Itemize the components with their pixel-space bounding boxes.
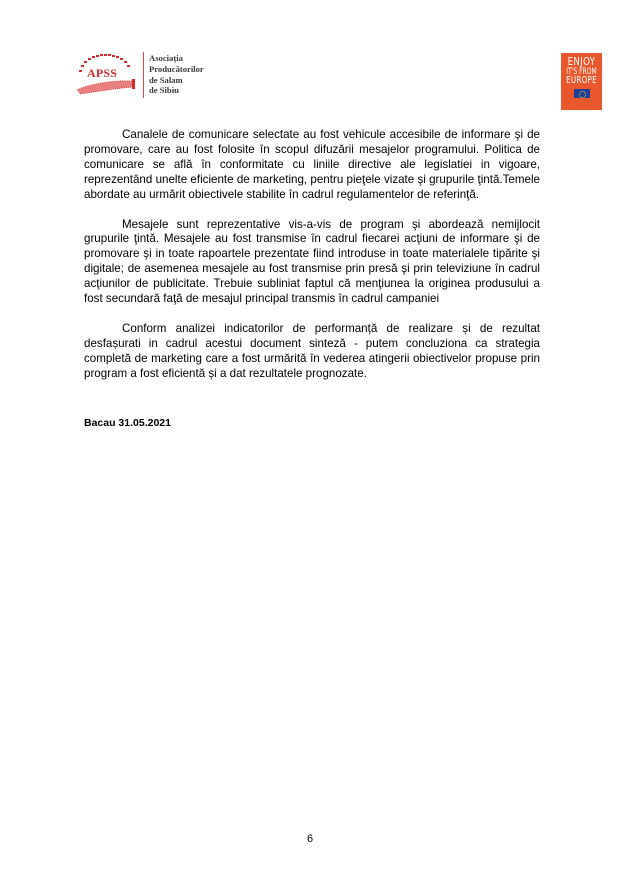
paragraph-messages: Mesajele sunt reprezentative vis-a-vis de program şi abordează nemijlocit grupurile ţintă. Mesajele au fost transmise în cadrul fiecarei acţiuni de informare şi de promovare şi in toate rapoartele prezentate fiind introduse in toate materialele tipărite şi digitale; de asemenea mesajele au fost transmise prin presă şi prin televiziune în cadrul acţiunilor de publicitate. Trebuie subliniat faptul că menţiunea la originea produsului a fost secundară faţă de mesajul principal transmis în cadrul campaniei [84,217,540,306]
logo-line-enjoy: ENJOY [567,55,596,68]
org-name-line: de Sibiu [149,85,179,96]
org-name-line: Producătorilor [149,63,204,74]
org-name-line: Asociația [149,53,183,63]
logo-line-its-from: IT'S FROM [566,66,597,76]
page-number: 6 [306,833,314,845]
apss-mark-text: APSS [87,66,118,80]
paragraph-conclusion: Conform analizei indicatorilor de performanță de realizare și de rezultat desfașurati in cadrul acestui document sinteză - putem concluziona ca strategia completă de marketing care a fost urmărită în vederea atingerii obiectivelor propuse prin program a fost eficientă și a dat rezultatele prognozate. [84,321,540,380]
enjoy-its-from-europe-logo [561,53,602,110]
paragraph-communication-channels: Canalele de comunicare selectate au fost vehicule accesibile de informare şi de promovare, care au fost folosite în scopul difuzării mesajelor programului. Politica de comunicare se află în conformitate cu liniile directive ale legislatiei in vigoare, reprezentând unelte eficiente de marketing, pentru pieţele vizate şi grupurile ţintă.Temele abordate au urmărit obiectivele stabilite în cadrul regulamentelor de referinţă. [84,128,540,201]
org-name-line: de Salam [149,74,183,85]
organization-name [149,53,204,96]
apss-logo [74,50,214,102]
date-line: Bacau 31.05.2021 [84,417,171,429]
logo-divider [143,52,144,98]
logo-line-europe: EUROPE [566,75,597,86]
eu-flag-icon [574,89,590,98]
document-body [84,128,540,397]
